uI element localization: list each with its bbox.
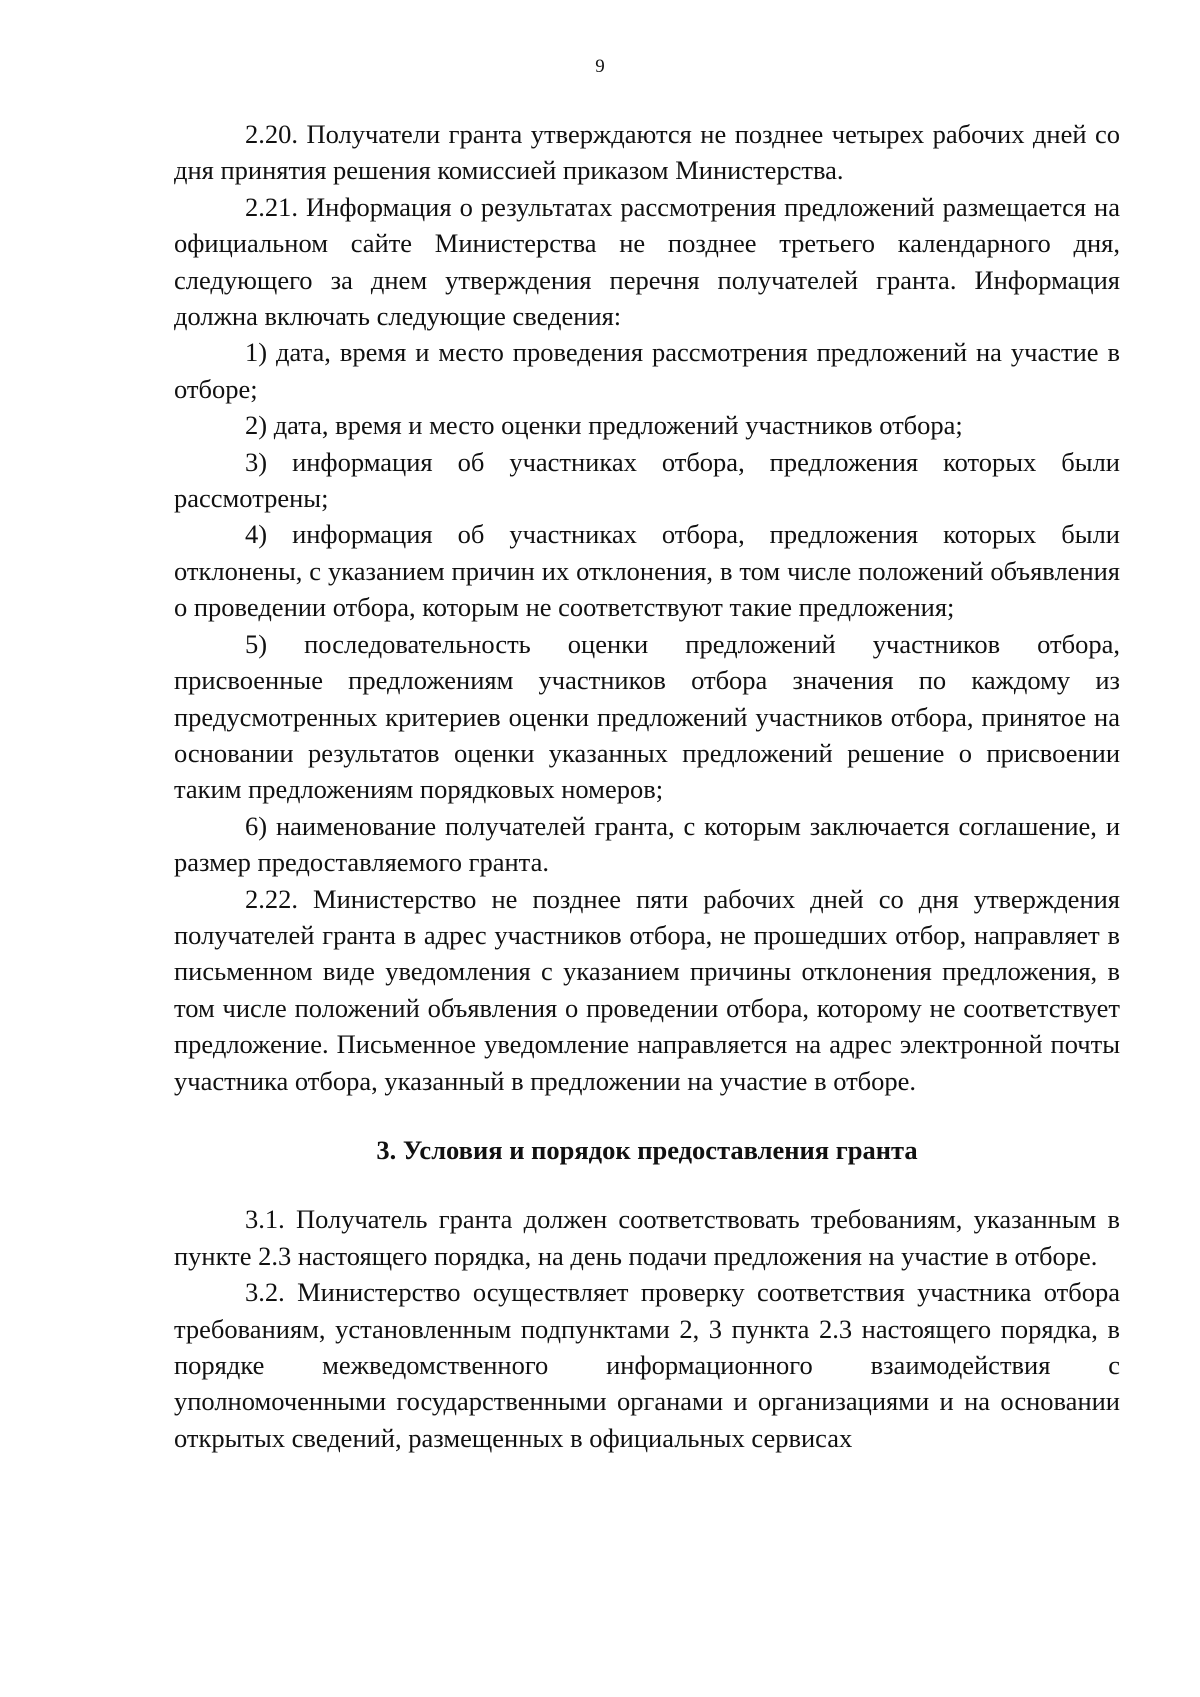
paragraph-2-22: 2.22. Министерство не позднее пяти рабочих дней со дня утверждения получателей гранта в адрес участников отбора, не прошедших отбор, направляет в письменном виде уведомления с указанием причины отклонения предложения, в том числе положений объявления о проведении отбора, которому не соответствует предложение. Письменное уведомление направляется на адрес электронной почты участника отбора, указанный в предложении на участие в отборе.: [174, 883, 1120, 1096]
paragraph-3-1: 3.1. Получатель гранта должен соответствовать требованиям, указанным в пункте 2.3 настоящего порядка, на день подачи предложения на участие в отборе.: [174, 1204, 1120, 1271]
list-item-6: 6) наименование получателей гранта, с которым заключается соглашение, и размер предоставляемого гранта.: [174, 810, 1120, 878]
page-number: 9: [595, 56, 605, 77]
paragraph-3-2: 3.2. Министерство осуществляет проверку соответствия участника отбора требованиям, установленным подпунктами 2, 3 пункта 2.3 настоящего порядка, в порядке межведомственного информационного взаимодействия с уполномоченными государственными органами и организациями и на основании открытых сведений, размещенных в официальных сервисах: [174, 1277, 1120, 1453]
list-item-2: 2) дата, время и место оценки предложений участников отбора;: [245, 410, 963, 441]
list-item-3: 3) информация об участниках отбора, предложения которых были рассмотрены;: [174, 446, 1120, 514]
list-item-1: 1) дата, время и место проведения рассмотрения предложений на участие в отборе;: [174, 337, 1120, 404]
paragraph-2-20: 2.20. Получатели гранта утверждаются не позднее четырех рабочих дней со дня принятия решения комиссией приказом Министерства.: [174, 119, 1120, 186]
list-item-4: 4) информация об участниках отбора, предложения которых были отклонены, с указанием причин их отклонения, в том числе положений объявления о проведении отбора, которым не соответствуют такие предложения;: [174, 519, 1120, 623]
section-heading: 3. Условия и порядок предоставления гранта: [376, 1134, 918, 1165]
paragraph-2-21: 2.21. Информация о результатах рассмотрения предложений размещается на официальном сайте Министерства не позднее третьего календарного дня, следующего за днем утверждения перечня получателей гранта. Информация должна включать следующие сведения:: [174, 191, 1120, 332]
document-body: [174, 116, 1120, 1456]
list-item-5: 5) последовательность оценки предложений участников отбора, присвоенные предложениям участников отбора значения по каждому из предусмотренных критериев оценки предложений участников отбора, принятое на основании результатов оценки указанных предложений решение о присвоении таким предложениям порядковых номеров;: [174, 628, 1120, 805]
